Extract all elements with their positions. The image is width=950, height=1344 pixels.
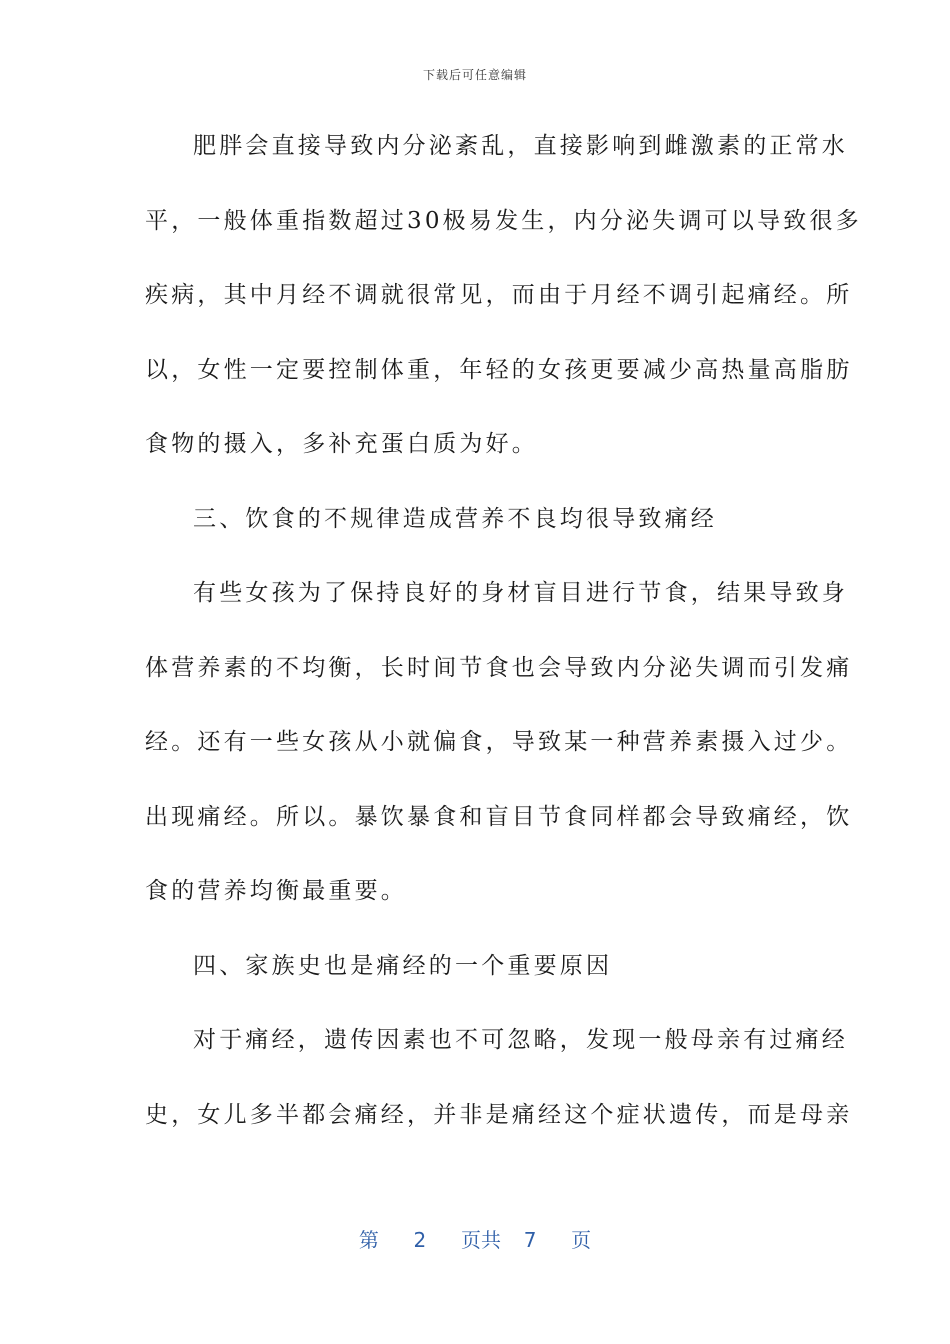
paragraph-line: 肥胖会直接导致内分泌紊乱，直接影响到雌激素的正常水 <box>193 133 848 159</box>
footer-prefix: 第 <box>358 1228 379 1252</box>
page-header-note: 下载后可任意编辑 <box>422 68 527 82</box>
paragraph-line: 有些女孩为了保持良好的身材盲目进行节食，结果导致身 <box>193 580 848 606</box>
paragraph-line: 体营养素的不均衡，长时间节食也会导致内分泌失调而引发痛 <box>145 654 853 681</box>
paragraph-line: 经。还有一些女孩从小就偏食，导致某一种营养素摄入过少。 <box>145 729 853 755</box>
paragraph-line: 史，女儿多半都会痛经，并非是痛经这个症状遗传，而是母亲 <box>145 1101 853 1128</box>
footer-suffix: 页 <box>571 1228 592 1252</box>
page-number-footer <box>0 1224 950 1253</box>
paragraph-line: 食物的摄入，多补充蛋白质为好。 <box>145 431 538 457</box>
footer-current-page: 2 <box>413 1228 427 1252</box>
section-heading: 四、家族史也是痛经的一个重要原因 <box>193 952 613 979</box>
paragraph-line: 疾病，其中月经不调就很常见，而由于月经不调引起痛经。所 <box>145 282 853 308</box>
paragraph-line: 出现痛经。所以。暴饮暴食和盲目节食同样都会导致痛经，饮 <box>145 803 853 830</box>
section-heading: 三、饮食的不规律造成营养不良均很导致痛经 <box>193 505 717 532</box>
footer-total-pages: 7 <box>523 1228 537 1252</box>
document-body <box>145 122 862 1165</box>
paragraph-line: 对于痛经，遗传因素也不可忽略，发现一般母亲有过痛经 <box>193 1027 848 1053</box>
paragraph-line: 以，女性一定要控制体重，年轻的女孩更要减少高热量高脂肪 <box>145 356 853 383</box>
footer-middle: 页共 <box>461 1228 501 1252</box>
paragraph-line: 食的营养均衡最重要。 <box>145 878 407 904</box>
paragraph-line: 平，一般体重指数超过30极易发生，内分泌失调可以导致很多 <box>145 207 862 234</box>
